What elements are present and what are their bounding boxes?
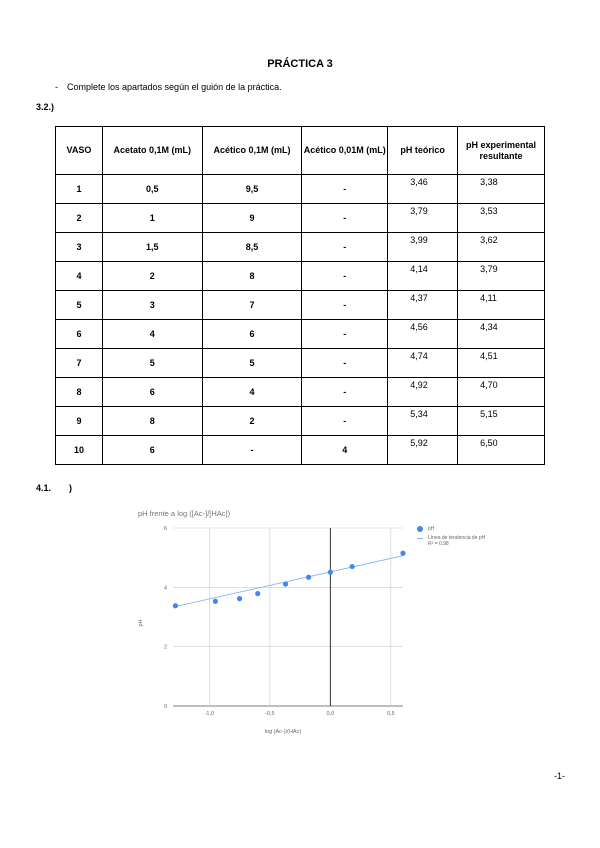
- page-number: -1-: [554, 771, 565, 781]
- x-axis-label: log (Ac-)/(HAc): [264, 729, 302, 735]
- x-tick-label: 0,0: [326, 711, 335, 717]
- cell-ph-experimental: 4,34: [458, 320, 545, 349]
- cell-ph-experimental: 4,11: [458, 291, 545, 320]
- table-row: [56, 320, 545, 349]
- cell-ph-teorico: 3,79: [388, 204, 458, 233]
- trendline: [173, 556, 403, 607]
- cell-ph-teorico: 5,92: [388, 436, 458, 465]
- cell-vaso: 3: [56, 233, 103, 262]
- cell-acetato: 1,5: [102, 233, 202, 262]
- cell-ph-experimental: 4,70: [458, 378, 545, 407]
- legend-label-r2: R² = 0,98: [428, 541, 449, 547]
- cell-ph-experimental: 3,62: [458, 233, 545, 262]
- cell-ph-experimental: 3,53: [458, 204, 545, 233]
- cell-acetico-001: -: [302, 349, 388, 378]
- cell-acetico-01: 9: [202, 204, 302, 233]
- header-ph-teorico: pH teórico: [388, 127, 458, 175]
- cell-acetico-001: -: [302, 262, 388, 291]
- cell-acetico-01: 6: [202, 320, 302, 349]
- cell-vaso: 1: [56, 175, 103, 204]
- legend-label-trendline: Línea de tendencia de pH: [428, 535, 486, 541]
- cell-vaso: 4: [56, 262, 103, 291]
- chart-legend: [417, 526, 485, 550]
- cell-vaso: 6: [56, 320, 103, 349]
- table-row: [56, 378, 545, 407]
- header-ph-experimental: pH experimental resultante: [458, 127, 545, 175]
- cell-acetico-01: 2: [202, 407, 302, 436]
- legend-marker-line: [417, 538, 423, 539]
- cell-acetico-01: 9,5: [202, 175, 302, 204]
- cell-acetato: 8: [102, 407, 202, 436]
- cell-acetato: 6: [102, 436, 202, 465]
- cell-acetato: 4: [102, 320, 202, 349]
- cell-acetico-01: 5: [202, 349, 302, 378]
- cell-acetato: 2: [102, 262, 202, 291]
- y-tick-label: 4: [163, 585, 167, 592]
- cell-ph-teorico: 5,34: [388, 407, 458, 436]
- cell-vaso: 5: [56, 291, 103, 320]
- x-tick-label: 0,5: [387, 711, 395, 717]
- cell-vaso: 9: [56, 407, 103, 436]
- cell-acetico-001: 4: [302, 436, 388, 465]
- chart-ticks: [164, 526, 395, 717]
- chart-title: pH frente a log ([Ac-]/[HAc]): [138, 509, 231, 518]
- cell-acetico-01: 7: [202, 291, 302, 320]
- table-row: [56, 204, 545, 233]
- data-point: [237, 596, 242, 601]
- header-vaso: VASO: [56, 127, 103, 175]
- cell-acetico-001: -: [302, 233, 388, 262]
- chart-grid: [173, 528, 403, 706]
- legend-marker-dot: [417, 526, 423, 532]
- cell-ph-experimental: 3,38: [458, 175, 545, 204]
- y-tick-label: 6: [163, 526, 167, 532]
- table-row: [56, 233, 545, 262]
- cell-acetico-001: -: [302, 204, 388, 233]
- legend-item-trendline: [417, 535, 485, 547]
- y-tick-label: 2: [163, 644, 167, 651]
- data-point: [328, 570, 333, 575]
- table-row: [56, 175, 545, 204]
- cell-acetato: 5: [102, 349, 202, 378]
- cell-acetico-01: 8,5: [202, 233, 302, 262]
- cell-acetato: 6: [102, 378, 202, 407]
- header-acetato: Acetato 0,1M (mL): [102, 127, 202, 175]
- cell-acetico-01: 8: [202, 262, 302, 291]
- page-title: PRÁCTICA 3: [267, 58, 333, 70]
- section-4-1-number: 4.1.: [36, 483, 52, 493]
- data-point: [283, 581, 288, 586]
- cell-ph-experimental: 6,50: [458, 436, 545, 465]
- table-row: [56, 262, 545, 291]
- table-row: [56, 436, 545, 465]
- cell-acetico-01: -: [202, 436, 302, 465]
- cell-ph-teorico: 3,46: [388, 175, 458, 204]
- table-row: [56, 291, 545, 320]
- cell-vaso: 10: [56, 436, 103, 465]
- cell-ph-teorico: 4,14: [388, 262, 458, 291]
- legend-item-ph: [417, 526, 485, 532]
- cell-ph-teorico: 4,92: [388, 378, 458, 407]
- cell-ph-teorico: 4,37: [388, 291, 458, 320]
- legend-label-ph: pH: [428, 526, 435, 532]
- cell-acetato: 0,5: [102, 175, 202, 204]
- cell-ph-experimental: 4,51: [458, 349, 545, 378]
- chart-trendline: [173, 556, 403, 607]
- instruction-text: Complete los apartados según el guión de la práctica.: [67, 82, 282, 92]
- header-acetico-001: Acético 0,01M (mL): [302, 127, 388, 175]
- section-4-1-paren: ): [69, 483, 73, 493]
- table-row: [56, 349, 545, 378]
- data-point: [350, 564, 355, 569]
- cell-acetico-01: 4: [202, 378, 302, 407]
- cell-ph-teorico: 3,99: [388, 233, 458, 262]
- bullet-dash: -: [55, 82, 58, 92]
- header-acetico-01: Acético 0,1M (mL): [202, 127, 302, 175]
- data-point: [306, 575, 311, 580]
- cell-ph-teorico: 4,56: [388, 320, 458, 349]
- data-point: [400, 551, 405, 556]
- table-row: [56, 407, 545, 436]
- cell-vaso: 8: [56, 378, 103, 407]
- data-point: [255, 591, 260, 596]
- x-tick-label: -1,0: [204, 711, 215, 717]
- cell-acetato: 3: [102, 291, 202, 320]
- cell-ph-experimental: 3,79: [458, 262, 545, 291]
- x-tick-label: -0,5: [265, 711, 275, 717]
- y-axis-label: pH: [138, 619, 144, 627]
- results-table: [55, 126, 545, 465]
- cell-acetico-001: -: [302, 291, 388, 320]
- instruction-bullet: [55, 82, 282, 92]
- ph-chart: [135, 505, 415, 745]
- cell-ph-experimental: 5,15: [458, 407, 545, 436]
- cell-acetico-001: -: [302, 378, 388, 407]
- section-3-2-heading: 3.2.): [36, 102, 55, 112]
- cell-acetico-001: -: [302, 175, 388, 204]
- cell-acetico-001: -: [302, 407, 388, 436]
- cell-acetico-001: -: [302, 320, 388, 349]
- cell-vaso: 7: [56, 349, 103, 378]
- data-point: [173, 603, 178, 608]
- cell-vaso: 2: [56, 204, 103, 233]
- cell-acetato: 1: [102, 204, 202, 233]
- table-header-row: [56, 127, 545, 175]
- section-4-1-heading: [36, 483, 72, 493]
- cell-ph-teorico: 4,74: [388, 349, 458, 378]
- data-point: [213, 599, 218, 604]
- y-tick-label: 0: [163, 704, 167, 710]
